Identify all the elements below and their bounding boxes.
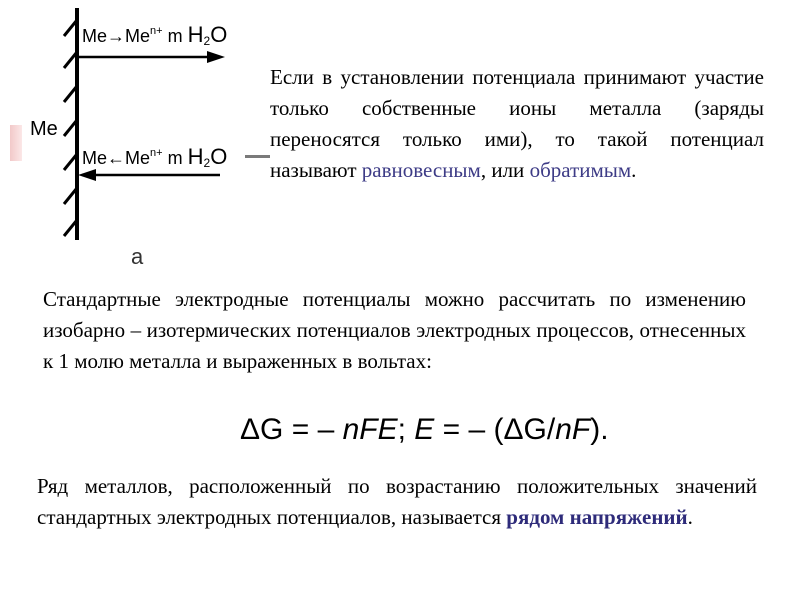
electrode-diagram [20, 0, 245, 280]
term-voltage-series: рядом напряжений [506, 505, 688, 529]
connector-line [245, 155, 270, 158]
p1-text-2: , или [480, 158, 530, 182]
p3-text-2: . [687, 505, 693, 529]
formula-gibbs [240, 413, 609, 447]
formula-nf: nF [555, 413, 591, 446]
eq-top-water-sub: 2 [203, 34, 211, 48]
diagram-caption: а [131, 244, 144, 269]
term-reversible: обратимым [529, 158, 632, 182]
formula-eq2: = – (ΔG/ [434, 413, 556, 446]
eq-top-water-o: O [210, 22, 228, 47]
eq-bottom-water-sub: 2 [203, 156, 211, 170]
paragraph-equilibrium-potential [270, 62, 764, 186]
eq-bottom-lhs: Me [82, 148, 108, 168]
eq-top-m: m [167, 26, 183, 46]
p3-text: Ряд металлов, расположенный по возрастанию положительных значений стандартных электродных потенциалов, называется [37, 474, 757, 529]
formula-e: E [414, 413, 435, 446]
arrow-left-head [78, 169, 96, 181]
metal-label: Me [30, 118, 58, 140]
eq-top-rhs: Me [125, 26, 151, 46]
term-equilibrium: равновесным [361, 158, 481, 182]
formula-sep: ; [397, 413, 415, 446]
eq-bottom-m: m [167, 148, 183, 168]
p1-text-3: . [631, 158, 637, 182]
eq-top-charge: n+ [150, 25, 163, 37]
formula-eq1: = – [283, 413, 343, 446]
formula-end: ). [590, 413, 609, 446]
eq-bottom-water-h: H [187, 144, 204, 169]
eq-bottom-charge: n+ [150, 147, 163, 159]
p1-text: Если в установлении потенциала принимают участие только собственные ионы металла (заряды переносятся только ими), то такой потенциал называют [270, 65, 764, 182]
eq-top-water-h: H [187, 22, 204, 47]
eq-top-lhs: Me [82, 26, 108, 46]
paragraph-standard-potentials: Стандартные электродные потенциалы можно рассчитать по изменению изобарно – изотермических потенциалов электродных процессов, отнесенных к 1 молю металла и выраженных в вольтах: [43, 287, 746, 373]
formula-nfe: nFE [342, 413, 398, 446]
eq-top-arrow: → [107, 26, 126, 46]
eq-bottom-water-o: O [210, 144, 228, 169]
paragraph-voltage-series [37, 471, 757, 533]
eq-bottom-rhs: Me [125, 148, 151, 168]
eq-bottom-arrow: ← [107, 148, 126, 168]
equation-bottom [82, 144, 227, 170]
arrow-right-head [207, 51, 225, 63]
equation-top [82, 22, 227, 48]
formula-dg: ΔG [240, 413, 284, 446]
